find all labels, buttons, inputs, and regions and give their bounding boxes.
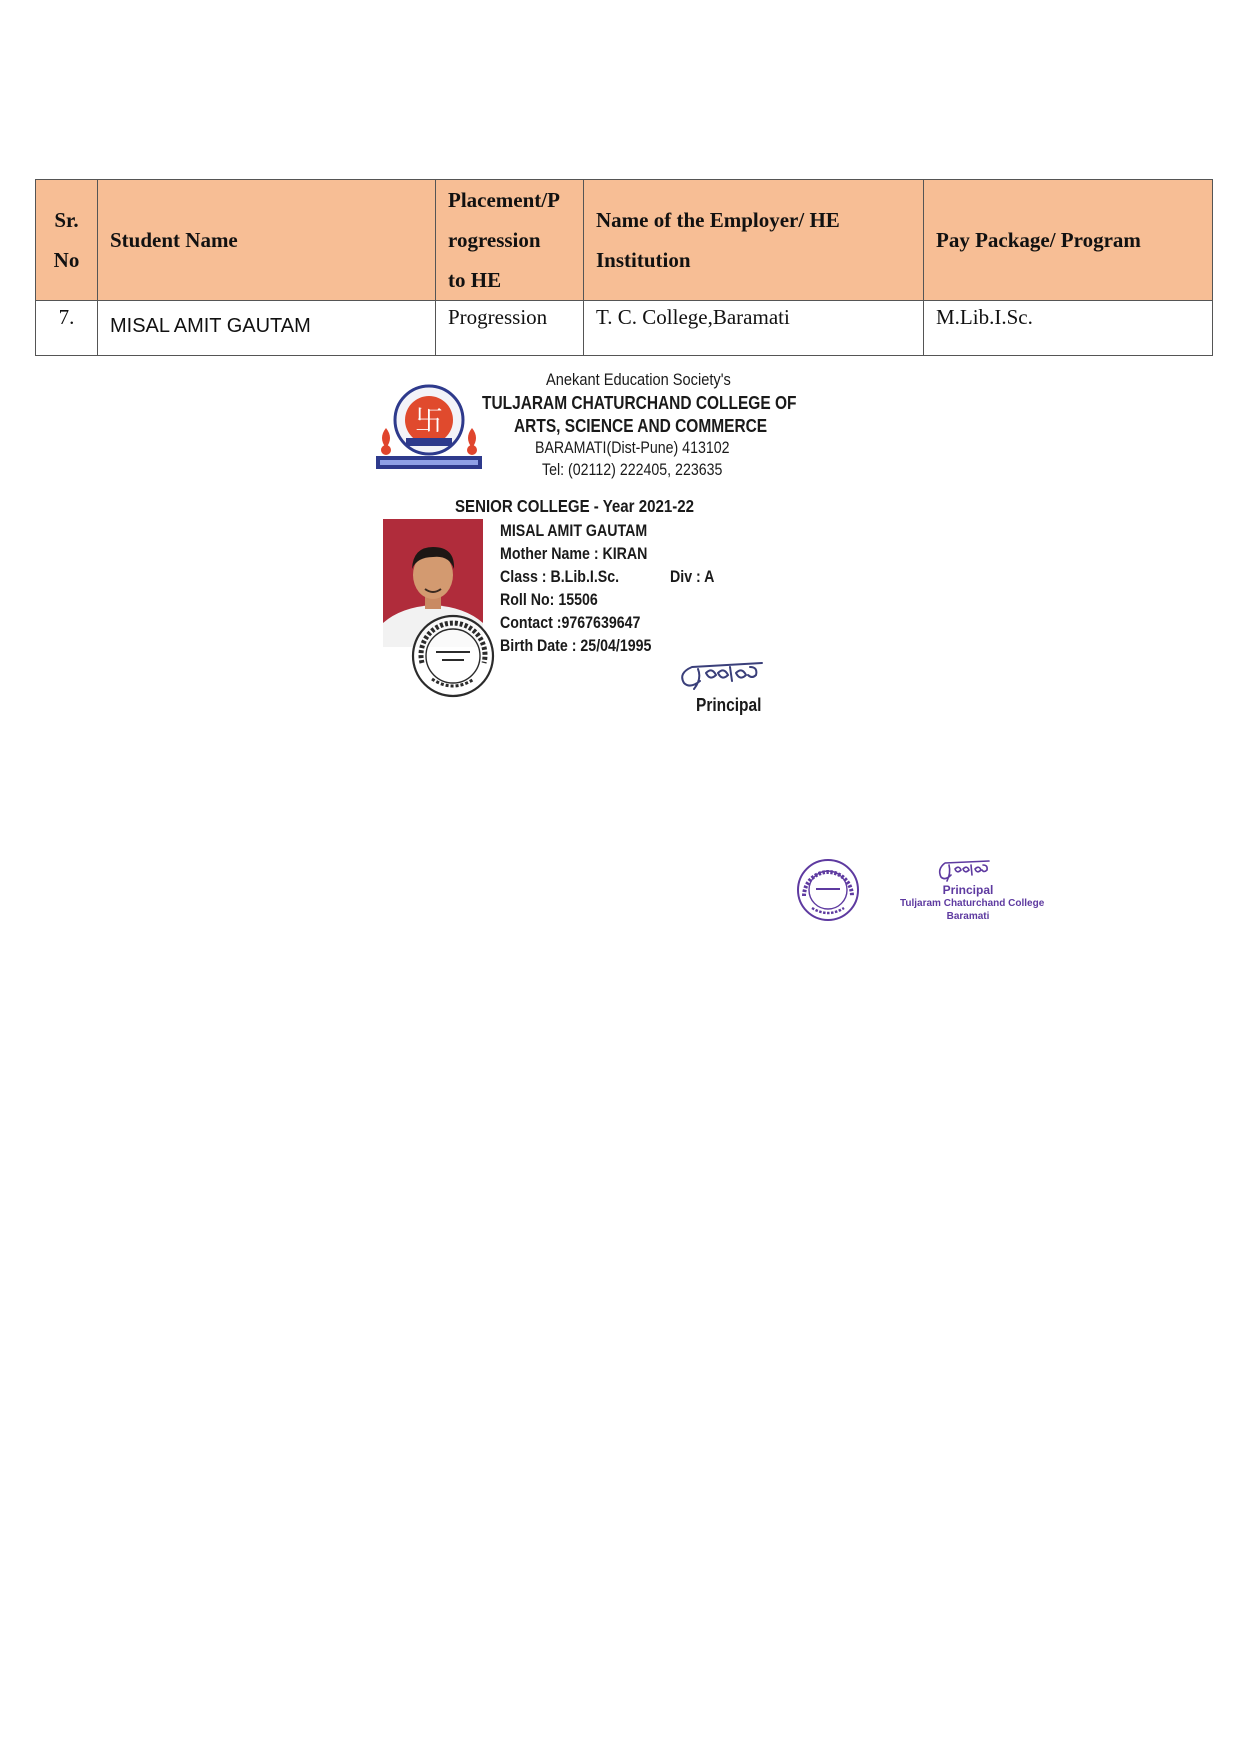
college-name-line1: TULJARAM CHATURCHAND COLLEGE OF xyxy=(482,393,797,413)
footer-authority xyxy=(900,883,1045,923)
college-seal-icon xyxy=(796,858,860,922)
card-roll-no: Roll No: 15506 xyxy=(500,591,598,609)
society-name: Anekant Education Society's xyxy=(546,370,731,389)
header-placement-line1: Placement/P xyxy=(448,188,560,212)
academic-session: SENIOR COLLEGE - Year 2021-22 xyxy=(455,496,694,516)
cell-placement: Progression xyxy=(436,301,584,356)
header-placement xyxy=(436,180,584,301)
principal-signature-icon xyxy=(676,655,776,695)
cell-student-name: MISAL AMIT GAUTAM xyxy=(98,301,436,356)
college-seal-icon xyxy=(410,613,496,699)
cell-employer: T. C. College,Baramati xyxy=(584,301,924,356)
header-employer-line2: Institution xyxy=(596,248,691,272)
header-placement-line3: to HE xyxy=(448,268,502,292)
college-emblem-icon xyxy=(374,382,484,470)
footer-signature-icon xyxy=(935,857,995,885)
table-header-row xyxy=(36,180,1213,301)
card-division: Div : A xyxy=(670,568,715,586)
footer-institution: Tuljaram Chaturchand College xyxy=(900,898,1045,909)
cell-sr-no: 7. xyxy=(36,301,98,356)
progression-table xyxy=(35,179,1213,356)
card-student-name: MISAL AMIT GAUTAM xyxy=(500,522,648,540)
header-sr-no xyxy=(36,180,98,301)
card-contact: Contact :9767639647 xyxy=(500,614,641,632)
header-sr-no-line1: Sr. xyxy=(54,208,79,232)
header-pay-package: Pay Package/ Program xyxy=(924,180,1213,301)
header-employer xyxy=(584,180,924,301)
footer-title: Principal xyxy=(942,883,994,897)
cell-pay-package: M.Lib.I.Sc. xyxy=(924,301,1213,356)
header-sr-no-line2: No xyxy=(53,248,80,272)
card-class: Class : B.Lib.I.Sc. xyxy=(500,568,620,586)
footer-place: Baramati xyxy=(946,911,990,922)
header-placement-line2: rogression xyxy=(448,228,541,252)
card-birth-date: Birth Date : 25/04/1995 xyxy=(500,637,652,655)
svg-text:卐: 卐 xyxy=(414,404,444,437)
card-mother-name: Mother Name : KIRAN xyxy=(500,545,648,563)
college-telephone: Tel: (02112) 222405, 223635 xyxy=(542,461,723,479)
college-name-line2: ARTS, SCIENCE AND COMMERCE xyxy=(514,416,768,436)
header-employer-line1: Name of the Employer/ HE xyxy=(596,208,840,232)
header-student-name: Student Name xyxy=(98,180,436,301)
card-signatory: Principal xyxy=(696,695,762,715)
college-address: BARAMATI(Dist-Pune) 413102 xyxy=(535,439,730,457)
student-id-card xyxy=(370,340,800,730)
